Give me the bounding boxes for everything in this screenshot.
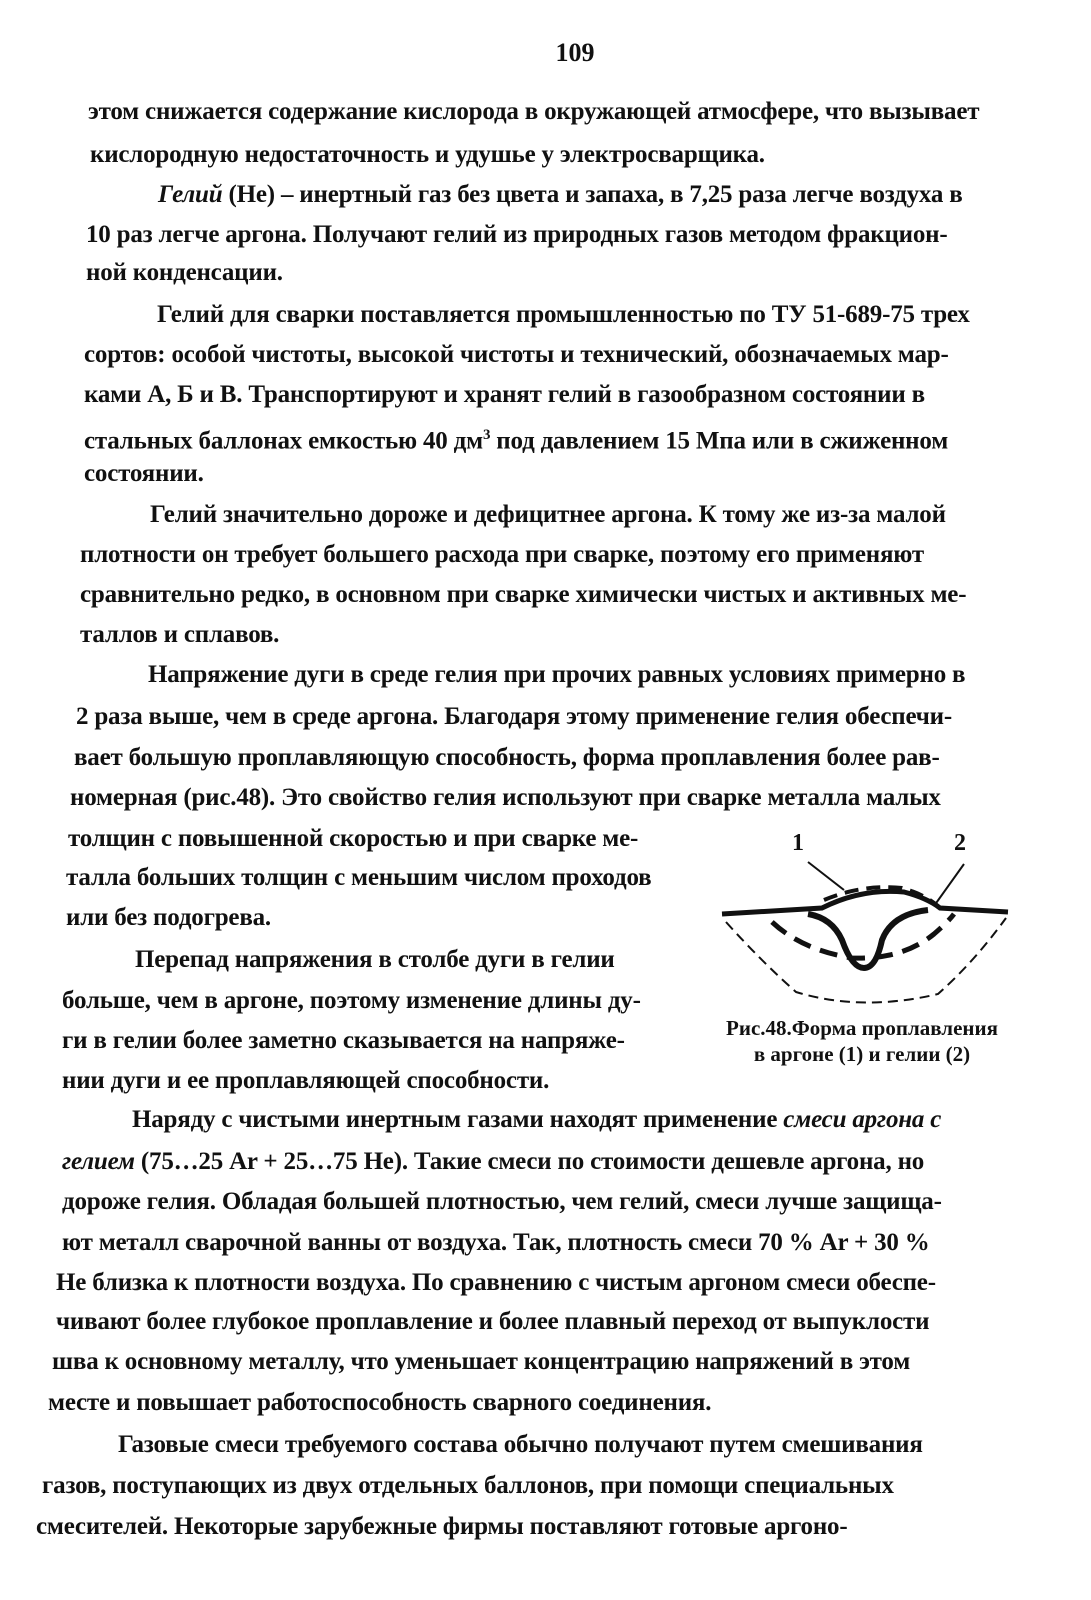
text-line: ками А, Б и В. Транспортируют и хранят гелий в газообразном состоянии в bbox=[84, 381, 925, 408]
text-line: гелием (75…25 Ar + 25…75 He). Такие смеси по стоимости дешевле аргона, но bbox=[62, 1148, 925, 1175]
text-line: дороже гелия. Обладая большей плотностью, чем гелий, смеси лучше защища- bbox=[62, 1188, 942, 1215]
text-line: таллов и сплавов. bbox=[80, 621, 280, 648]
figure-caption-line1: Рис.48.Форма проплавления bbox=[726, 1016, 998, 1040]
figure-label-2: 2 bbox=[954, 830, 966, 856]
text-line: или без подогрева. bbox=[66, 904, 271, 931]
text-line: больше, чем в аргоне, поэтому изменение длины ду- bbox=[62, 987, 641, 1014]
superscript: 3 bbox=[482, 427, 491, 443]
text-line: газов, поступающих из двух отдельных баллонов, при помощи специальных bbox=[42, 1472, 894, 1499]
text-line: стальных баллонах емкостью 40 $дм^3$ под давлением 15 Мпа или в сжиженном bbox=[84, 427, 949, 455]
leader-line-1 bbox=[808, 862, 844, 890]
text-line: ной конденсации. bbox=[86, 259, 283, 286]
argon-penetration bbox=[808, 910, 928, 968]
text-line: номерная (рис.48). Это свойство гелия используют при сварке металла малых bbox=[70, 784, 941, 811]
text-line: Гелий значительно дороже и дефицитнее аргона. К тому же из-за малой bbox=[150, 501, 946, 528]
text-line: сортов: особой чистоты, высокой чистоты и технический, обозначаемых мар- bbox=[84, 341, 949, 368]
text-line: Гелий (He) – инертный газ без цвета и запаха, в 7,25 раза легче воздуха в bbox=[158, 181, 963, 208]
text-line: сравнительно редко, в основном при сварке химически чистых и активных ме- bbox=[80, 581, 967, 608]
text-line: состоянии. bbox=[84, 460, 204, 487]
figure-48 bbox=[712, 822, 1022, 1082]
text-line: Газовые смеси требуемого состава обычно получают путем смешивания bbox=[118, 1431, 923, 1458]
weld-surface bbox=[722, 891, 1008, 914]
text-line: плотности он требует большего расхода при сварке, поэтому его применяют bbox=[80, 541, 924, 568]
text-line: Наряду с чистыми инертным газами находят применение смеси аргона с bbox=[132, 1106, 942, 1133]
figure-label-1: 1 bbox=[792, 830, 804, 856]
text-line: шва к основному металлу, что уменьшает концентрацию напряжений в этом bbox=[52, 1348, 911, 1375]
text-line: чивают более глубокое проплавление и более плавный переход от выпуклости bbox=[56, 1308, 930, 1335]
italic-term: смеси аргона с bbox=[783, 1106, 942, 1133]
text-line: смесителей. Некоторые зарубежные фирмы поставляют готовые аргоно- bbox=[36, 1513, 848, 1540]
text-line: 10 раз легче аргона. Получают гелий из природных газов методом фракцион- bbox=[86, 221, 948, 248]
text-line: месте и повышает работоспособность сварного соединения. bbox=[48, 1389, 712, 1416]
text-line: толщин с повышенной скоростью и при сварке ме- bbox=[68, 825, 639, 852]
text-line: кислородную недостаточность и удушье у электросварщика. bbox=[90, 141, 765, 168]
text-line: ги в гелии более заметно сказывается на напряже- bbox=[62, 1027, 625, 1054]
page-number: 109 bbox=[555, 38, 595, 67]
helium-penetration bbox=[772, 914, 954, 958]
text-line: талла больших толщин с меньшим числом проходов bbox=[66, 864, 652, 891]
text-line: He близка к плотности воздуха. По сравнению с чистым аргоном смеси обеспе- bbox=[56, 1269, 936, 1296]
leader-line-2 bbox=[934, 864, 964, 906]
plate-outline bbox=[726, 918, 1006, 1003]
text-line: ют металл сварочной ванны от воздуха. Так, плотность смеси 70 % Ar + 30 % bbox=[62, 1229, 930, 1256]
weld-penetration-diagram bbox=[712, 822, 1022, 1022]
text-line: Напряжение дуги в среде гелия при прочих равных условиях примерно в bbox=[148, 661, 966, 688]
italic-term: гелием bbox=[62, 1148, 135, 1175]
text-line: вает большую проплавляющую способность, форма проплавления более рав- bbox=[74, 744, 940, 771]
text-line: 2 раза выше, чем в среде аргона. Благодаря этому применение гелия обеспечи- bbox=[76, 703, 953, 730]
text-line: этом снижается содержание кислорода в окружающей атмосфере, что вызывает bbox=[88, 98, 980, 125]
text-line: Перепад напряжения в столбе дуги в гелии bbox=[135, 946, 615, 973]
italic-term: Гелий bbox=[158, 181, 223, 208]
text-line: нии дуги и ее проплавляющей способности. bbox=[62, 1067, 550, 1094]
text-line: Гелий для сварки поставляется промышленностью по ТУ 51-689-75 трех bbox=[157, 301, 970, 328]
figure-caption-line2: в аргоне (1) и гелии (2) bbox=[753, 1042, 971, 1066]
